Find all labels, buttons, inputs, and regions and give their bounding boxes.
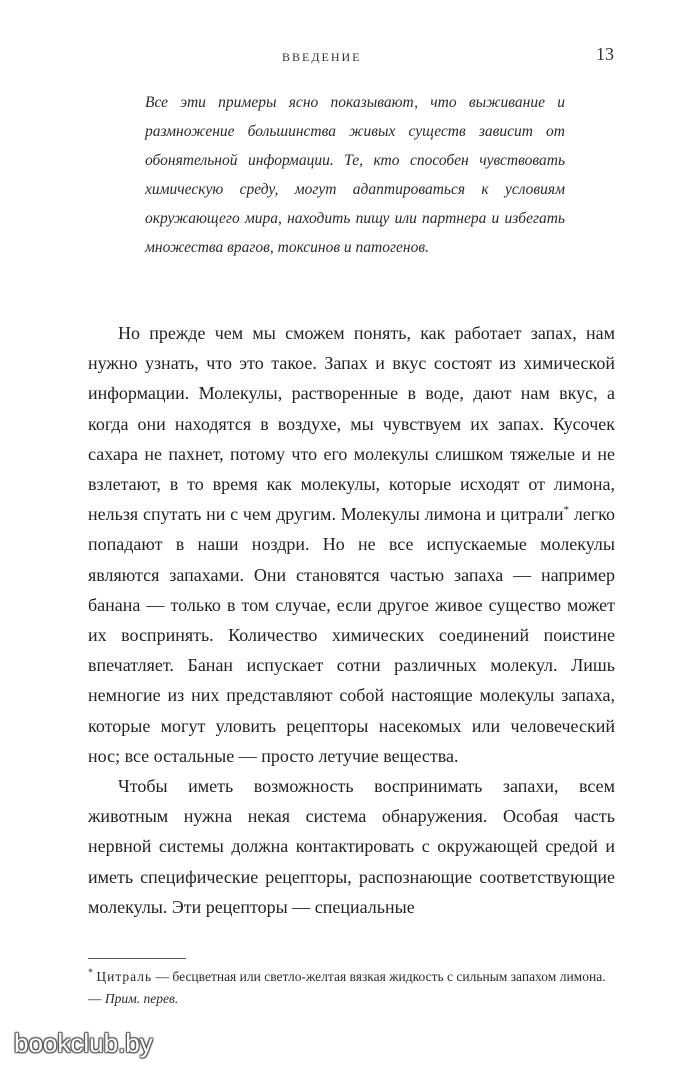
footnote-term: Цитраль — [96, 969, 153, 984]
footnote-text: — бесцветная или светло-желтая вязкая жидкость с сильным запахом лимона. — — [88, 969, 606, 1006]
epigraph: Все эти примеры ясно показывают, что выживание и размножение большинства живых существ зависит от обонятельной информации. Те, кто способен чувствовать химическую среду, могут адаптироваться к условиям окружающего мира, находить пищу или партнера и избегать множества врагов, токсинов и патогенов. — [145, 94, 565, 256]
footnote — [88, 966, 618, 1010]
paragraph-text: легко попадают в наши ноздри. Но не все испускаемые молекулы являются запахами. Они становятся частью запаха — например банана — только в том случае, если другое живое существо может их воспринять. Количество химических соединений поистине впечатляет. Банан испускает сотни различных молекул. Лишь немногие из них представляют собой настоящие молекулы запаха, которые могут уловить рецепторы насекомых или человеческий нос; все остальные — просто летучие вещества. — [88, 504, 616, 766]
paragraph — [88, 318, 615, 771]
watermark-logo: bookclub.by — [14, 1028, 153, 1058]
page-number: 13 — [596, 44, 614, 64]
footnote-marker: * — [88, 967, 93, 979]
footnote-divider — [88, 958, 186, 959]
running-header-title: ВВЕДЕНИЕ — [282, 50, 362, 64]
paragraph: Чтобы иметь возможность воспринимать запахи, всем животным нужна некая система обнаружения. Особая часть нервной системы должна контактировать с окружающей средой и иметь специфические рецепторы, распознающие соответствующие молекулы. Эти рецепторы — специальные — [88, 776, 615, 917]
paragraph-text: Но прежде чем мы сможем понять, как работает запах, нам нужно узнать, что это такое. Запах и вкус состоят из химической информации. Молекулы, растворенные в воде, дают нам вкус, а когда они находятся в воздухе, мы чувствуем их запах. Кусочек сахара не пахнет, потому что его молекулы слишком тяжелые и не взлетают, в то время как молекулы, которые исходят от лимона, нельзя спутать ни с чем другим. Молекулы лимона и цитрали — [88, 323, 615, 525]
footnote-marker[interactable]: * — [563, 504, 570, 517]
body-text — [88, 318, 615, 922]
footnote-note: Прим. перев. — [104, 991, 179, 1006]
